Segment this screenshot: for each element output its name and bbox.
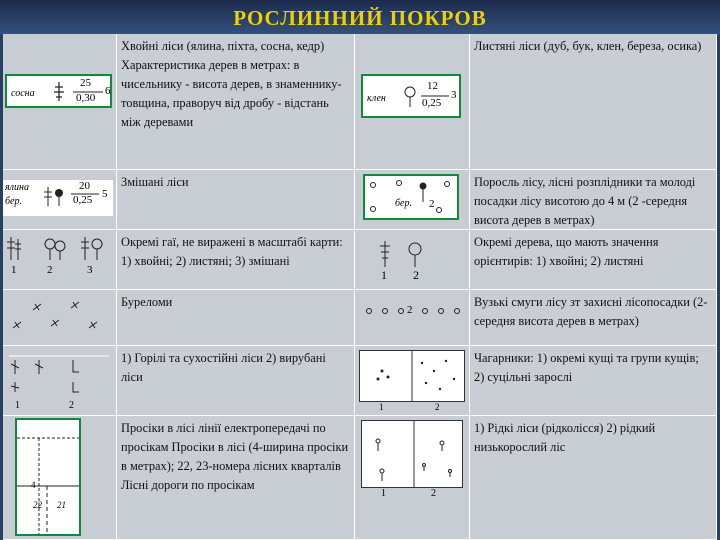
conifer-tree-icon <box>53 81 65 103</box>
label-1: 1 <box>381 488 386 499</box>
tree-spacing: 3 <box>451 89 457 101</box>
label-2: 2 <box>69 400 74 411</box>
deciduous-tree-icon <box>403 86 417 108</box>
species-bottom-label: бер. <box>5 196 22 207</box>
forest-strip-dots <box>365 306 461 316</box>
text-burnt-forest: 1) Горілі та сухостійні ліси 2) вирубані ліси <box>117 346 355 416</box>
grove-icons <box>5 236 113 262</box>
label-1: 1 <box>15 400 20 411</box>
tree-height: 12 <box>427 80 438 92</box>
grove-label-1: 1 <box>11 264 17 276</box>
tree-thickness: 0,25 <box>73 194 93 206</box>
windfall-pattern <box>9 298 109 340</box>
legend-table <box>3 34 717 540</box>
text-clearings: Просіки в лісі лінії електропередачі по просікам Просіки в лісі (4-ширина просіки в метрах); 22, 23-номера лісних кварталів Лісні дороги по просікам <box>117 416 355 540</box>
species-top-label: ялина <box>5 182 29 193</box>
dot-pattern <box>365 176 457 218</box>
clearings-symbol <box>15 418 81 536</box>
clearing-lines <box>17 420 79 534</box>
sparse-forest-symbol <box>361 420 463 488</box>
symbol-cell-windfall <box>3 290 117 346</box>
species-label: бер. <box>395 198 412 209</box>
text-mixed-forest: Змішані ліси <box>117 170 355 230</box>
symbol-cell-clearings <box>3 416 117 540</box>
text-coniferous-forest: Хвойні ліси (ялина, піхта, сосна, кедр) Характеристика дерев в метрах: в чисельнику - висота дерев, в знаменнику-товщина, праворуч від дробу - відстань між деревами <box>117 34 355 170</box>
mixed-forest-symbol <box>3 180 113 216</box>
strip-height: 2 <box>407 304 413 316</box>
symbol-cell-mixed-forest <box>3 170 117 230</box>
tree-thickness: 0,25 <box>422 97 442 109</box>
quarter-number-left: 22 <box>33 500 42 510</box>
tree-label-2: 2 <box>413 268 419 282</box>
text-windfall: Буреломи <box>117 290 355 346</box>
label-2: 2 <box>431 488 436 499</box>
text-deciduous-forest: Листяні ліси (дуб, бук, клен, береза, осика) <box>470 34 717 170</box>
text-landmark-trees: Окремі дерева, що мають значення орієнтирів: 1) хвойні; 2) листяні <box>470 230 717 290</box>
grove-label-2: 2 <box>47 264 53 276</box>
text-groves: Окремі гаї, не виражені в масштабі карти: 1) хвойні; 2) листяні; 3) змішані <box>117 230 355 290</box>
tree-label-1: 1 <box>381 268 387 282</box>
label-2: 2 <box>435 402 440 412</box>
landmark-tree-icons <box>379 240 429 268</box>
symbol-cell-landmark-trees <box>355 230 470 290</box>
clearing-width: 4 <box>31 480 36 490</box>
tree-spacing: 5 <box>102 188 108 200</box>
symbol-cell-burnt-forest <box>3 346 117 416</box>
deciduous-forest-symbol <box>361 74 461 118</box>
sparse-tree-marks <box>362 421 462 487</box>
text-forest-strips: Вузькі смуги лісу зт захисні лісопосадки (2- середня висота дерев в метрах) <box>470 290 717 346</box>
symbol-cell-sparse-forest <box>355 416 470 540</box>
coniferous-forest-symbol <box>5 74 112 108</box>
tree-height: 20 <box>79 180 90 192</box>
shrubs-symbol <box>359 350 465 402</box>
tree-thickness: 0,30 <box>76 92 96 104</box>
symbol-cell-shrubs <box>355 346 470 416</box>
page-title: РОСЛИННИЙ ПОКРОВ <box>233 6 487 30</box>
symbol-cell-groves <box>3 230 117 290</box>
grove-label-3: 3 <box>87 264 93 276</box>
text-young-forest: Поросль лісу, лісні розплідники та молоді посадки лісу висотою до 4 м (2 -середня висота дерев в метрах) <box>470 170 717 230</box>
quarter-number-right: 21 <box>57 500 66 510</box>
symbol-cell-young-forest <box>355 170 470 230</box>
young-forest-symbol <box>363 174 459 220</box>
tree-spacing: 6 <box>105 85 111 97</box>
mixed-tree-icon <box>43 186 65 208</box>
tree-height: 2 <box>429 198 435 210</box>
species-label: сосна <box>11 88 35 99</box>
symbol-cell-coniferous-forest <box>3 34 117 170</box>
species-label: клен <box>367 93 386 104</box>
label-1: 1 <box>379 402 384 412</box>
burnt-cleared-icons <box>9 356 109 396</box>
symbol-cell-deciduous-forest <box>355 34 470 170</box>
shrub-dots <box>360 351 464 401</box>
tree-height: 25 <box>80 77 91 89</box>
text-shrubs: Чагарники: 1) окремі кущі та групи кущів; 2) суцільні зарослі <box>470 346 717 416</box>
symbol-cell-forest-strips <box>355 290 470 346</box>
text-sparse-forest: 1) Рідкі ліси (рідколісся) 2) рідкий низькорослий ліс <box>470 416 717 540</box>
